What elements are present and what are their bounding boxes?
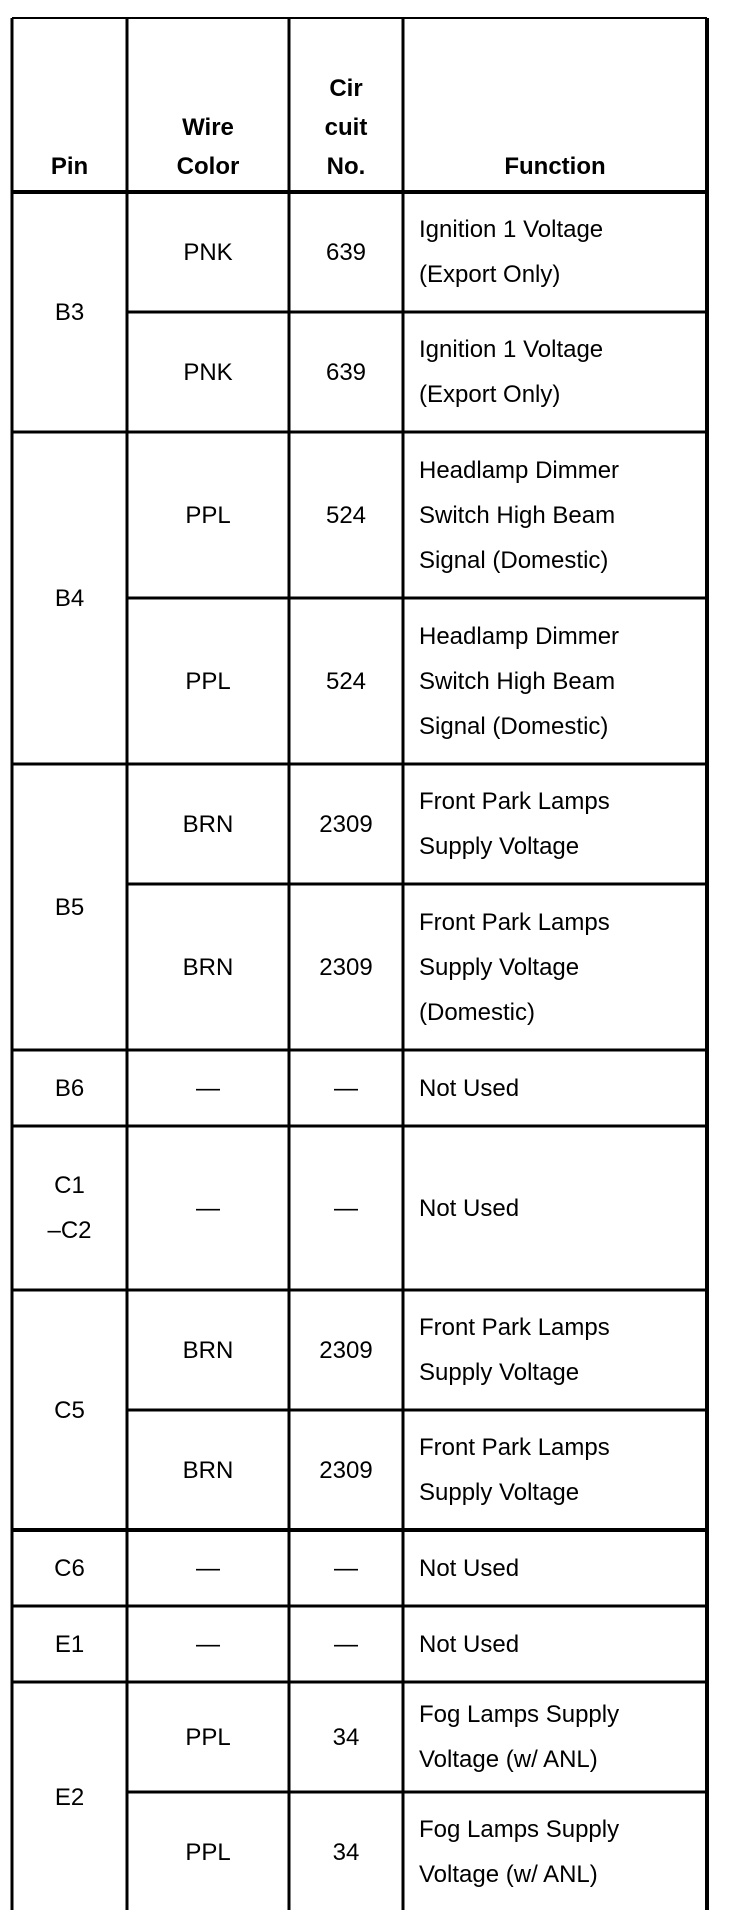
circuit-no-cell-text: 2309 (319, 953, 373, 981)
function-cell (403, 764, 707, 884)
wire-color-cell (127, 1290, 289, 1410)
wire-color-cell-text: PPL (185, 1723, 231, 1751)
header-function-label: Function (504, 153, 606, 180)
wire-color-cell-text: BRN (182, 1336, 234, 1364)
header-circuit-no (289, 0, 403, 192)
circuit-no-cell-text: 34 (332, 1838, 360, 1866)
function-cell (403, 192, 707, 312)
pin-cell (12, 1530, 127, 1606)
circuit-no-cell-text: 639 (325, 358, 367, 386)
wire-color-cell (127, 1410, 289, 1530)
function-cell (403, 1606, 707, 1682)
function-cell (403, 1682, 707, 1792)
circuit-no-cell (289, 1290, 403, 1410)
function-cell-text: Not Used (419, 1630, 520, 1658)
function-cell (403, 1792, 707, 1912)
circuit-no-cell (289, 1682, 403, 1792)
pin-cell (12, 764, 127, 1050)
header-pin (12, 0, 127, 192)
wire-color-cell-text: BRN (182, 1456, 234, 1484)
function-cell (403, 1050, 707, 1126)
pin-cell-text: C5 (54, 1396, 85, 1424)
pin-cell-text: E2 (54, 1783, 85, 1811)
wire-color-cell (127, 764, 289, 884)
circuit-no-cell (289, 884, 403, 1050)
function-cell-text: Headlamp Dimmer Switch High Beam Signal (Domestic) (419, 622, 620, 740)
wire-color-cell-text: BRN (182, 810, 234, 838)
function-cell (403, 1410, 707, 1530)
function-cell-text: Fog Lamps Supply Voltage (w/ ANL) (419, 1701, 620, 1773)
wire-color-cell (127, 1792, 289, 1912)
function-cell (403, 884, 707, 1050)
function-cell-text: Ignition 1 Voltage (Export Only) (419, 216, 604, 288)
header-circuit-no-label: Cir cuit No. (324, 75, 368, 180)
pin-cell-text: E1 (54, 1630, 85, 1658)
circuit-no-cell-text: 524 (325, 667, 367, 695)
circuit-no-cell-text: — (334, 1194, 358, 1222)
wire-color-cell-text: PPL (185, 501, 231, 529)
circuit-no-cell-text: 639 (325, 238, 367, 266)
circuit-no-cell (289, 312, 403, 432)
wire-color-cell (127, 884, 289, 1050)
wire-color-cell (127, 432, 289, 598)
function-cell (403, 1126, 707, 1290)
circuit-no-cell-text: — (334, 1630, 358, 1658)
wire-color-cell (127, 1606, 289, 1682)
circuit-no-cell-text: 34 (332, 1723, 360, 1751)
wire-color-cell (127, 1530, 289, 1606)
pin-cell (12, 1050, 127, 1126)
wire-color-cell (127, 1126, 289, 1290)
pin-cell-text: C1 –C2 (47, 1172, 92, 1244)
circuit-no-cell (289, 1050, 403, 1126)
circuit-no-cell (289, 764, 403, 884)
header-function (403, 0, 707, 192)
pin-cell (12, 1290, 127, 1530)
circuit-no-cell (289, 1606, 403, 1682)
circuit-no-cell (289, 598, 403, 764)
wire-color-cell (127, 1682, 289, 1792)
pin-cell (12, 432, 127, 764)
pin-cell (12, 1606, 127, 1682)
wire-color-cell-text: — (196, 1554, 220, 1582)
circuit-no-cell-text: 2309 (319, 1456, 373, 1484)
circuit-no-cell (289, 1792, 403, 1912)
function-cell (403, 598, 707, 764)
function-cell (403, 312, 707, 432)
circuit-no-cell (289, 1530, 403, 1606)
function-cell-text: Fog Lamps Supply Voltage (w/ ANL) (419, 1816, 620, 1888)
function-cell-text: Front Park Lamps Supply Voltage (419, 1434, 610, 1506)
wire-color-cell-text: BRN (182, 953, 234, 981)
function-cell (403, 432, 707, 598)
pin-cell-text: B4 (54, 584, 85, 612)
pin-cell-text: B6 (54, 1074, 85, 1102)
function-cell (403, 1290, 707, 1410)
function-cell-text: Headlamp Dimmer Switch High Beam Signal (Domestic) (419, 456, 620, 574)
wire-color-cell-text: — (196, 1630, 220, 1658)
function-cell-text: Not Used (419, 1554, 520, 1582)
circuit-no-cell-text: — (334, 1074, 358, 1102)
wire-color-cell-text: — (196, 1194, 220, 1222)
wire-color-cell (127, 312, 289, 432)
function-cell-text: Ignition 1 Voltage (Export Only) (419, 336, 604, 408)
wire-color-cell (127, 192, 289, 312)
pin-cell (12, 1126, 127, 1290)
function-cell-text: Not Used (419, 1074, 520, 1102)
circuit-no-cell-text: 2309 (319, 810, 373, 838)
function-cell-text: Front Park Lamps Supply Voltage (419, 788, 610, 860)
header-wire-color (127, 0, 289, 192)
wire-color-cell (127, 1050, 289, 1126)
circuit-no-cell-text: — (334, 1554, 358, 1582)
wire-color-cell-text: PPL (185, 667, 231, 695)
pin-cell (12, 192, 127, 432)
circuit-no-cell-text: 524 (325, 501, 367, 529)
pin-cell-text: C6 (54, 1554, 85, 1582)
header-pin-label: Pin (50, 153, 89, 180)
function-cell-text: Front Park Lamps Supply Voltage (Domestic) (419, 908, 610, 1026)
wire-color-cell-text: — (196, 1074, 220, 1102)
circuit-no-cell (289, 192, 403, 312)
circuit-no-cell (289, 432, 403, 598)
wire-color-cell-text: PPL (185, 1838, 231, 1866)
wire-color-cell (127, 598, 289, 764)
pin-cell-text: B5 (54, 893, 85, 921)
wire-color-cell-text: PNK (183, 238, 233, 266)
circuit-no-cell (289, 1126, 403, 1290)
pin-cell-text: B3 (54, 298, 85, 326)
pin-cell (12, 1682, 127, 1912)
function-cell-text: Not Used (419, 1194, 520, 1222)
circuit-no-cell-text: 2309 (319, 1336, 373, 1364)
wire-color-cell-text: PNK (183, 358, 233, 386)
circuit-no-cell (289, 1410, 403, 1530)
header-wire-color-label: Wire Color (176, 114, 240, 180)
function-cell (403, 1530, 707, 1606)
function-cell-text: Front Park Lamps Supply Voltage (419, 1314, 610, 1386)
